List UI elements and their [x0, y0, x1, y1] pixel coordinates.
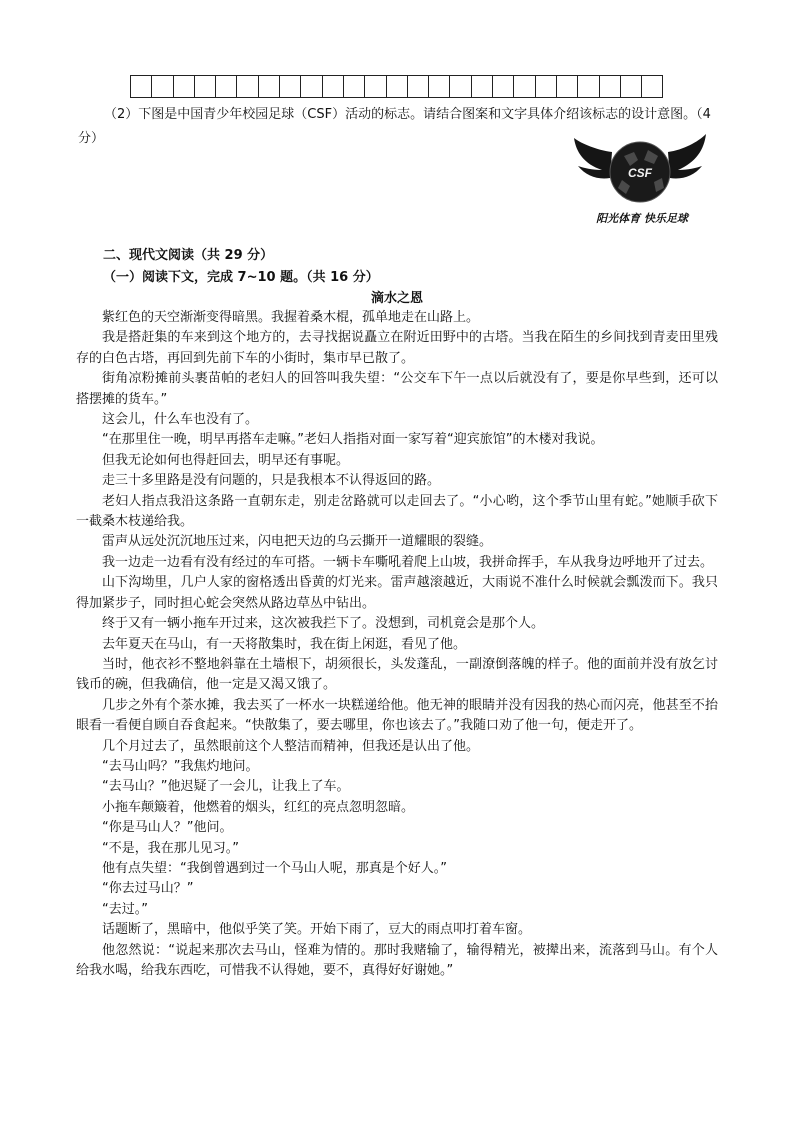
- story-paragraph: “你是马山人？”他问。: [102, 820, 233, 836]
- answer-grid: [130, 75, 663, 98]
- answer-grid-cell[interactable]: [387, 76, 408, 97]
- story-paragraph: 山下沟坳里，几户人家的窗格透出昏黄的灯光来。雷声越滚越近，大雨说不准什么时候就会瓢泼而下。我只得加紧步子，同时担心蛇会突然从路边草丛中钻出。: [76, 575, 718, 611]
- story-paragraph: 几个月过去了，虽然眼前这个人整洁而精神，但我还是认出了他。: [102, 738, 480, 754]
- section-subtitle: （一）阅读下文，完成 7~10 题。（共 16 分）: [103, 270, 379, 285]
- answer-grid-cell[interactable]: [642, 76, 663, 97]
- story-paragraph: 当时，他衣衫不整地斜靠在土墙根下，胡须很长，头发蓬乱，一副潦倒落魄的样子。他的面前并没有放乞讨钱币的碗，但我确信，他一定是又渴又饿了。: [76, 656, 718, 693]
- answer-grid-cell[interactable]: [557, 76, 578, 97]
- story-paragraph: 去年夏天在马山，有一天将散集时，我在街上闲逛，看见了他。: [102, 636, 467, 652]
- answer-grid-cell[interactable]: [408, 76, 429, 97]
- story-paragraph: 小拖车颠簸着，他燃着的烟头，红红的亮点忽明忽暗。: [102, 799, 415, 815]
- story-paragraph: 话题断了，黑暗中，他似乎笑了笑。开始下雨了，豆大的雨点叩打着车窗。: [102, 922, 532, 938]
- story-paragraph: 他有点失望：“我倒曾遇到过一个马山人呢，那真是个好人。”: [102, 860, 447, 876]
- answer-grid-cell[interactable]: [174, 76, 195, 97]
- answer-grid-cell[interactable]: [344, 76, 365, 97]
- answer-grid-cell[interactable]: [450, 76, 471, 97]
- story-body: [76, 308, 718, 981]
- csf-badge-text: CSF: [628, 166, 652, 180]
- csf-logo: [572, 130, 708, 230]
- story-paragraph: 我一边走一边看有没有经过的车可搭。一辆卡车嘶吼着爬上山坡，我拼命挥手，车从我身边呼地开了过去。: [102, 554, 714, 570]
- section-title: 二、现代文阅读（共 29 分）: [103, 248, 274, 263]
- answer-grid-cell[interactable]: [472, 76, 493, 97]
- story-paragraph: “在那里住一晚，明早再搭车走嘛。”老妇人指指对面一家写着“迎宾旅馆”的木楼对我说。: [102, 432, 604, 448]
- answer-grid-cell[interactable]: [536, 76, 557, 97]
- answer-grid-cell[interactable]: [514, 76, 535, 97]
- story-paragraph: 紫红色的天空渐渐变得暗黑。我握着桑木棍，孤单地走在山路上。: [102, 310, 480, 325]
- answer-grid-cell[interactable]: [600, 76, 621, 97]
- answer-grid-cell[interactable]: [195, 76, 216, 97]
- right-wing-shape: [668, 134, 706, 179]
- story-paragraph: 我是搭赶集的车来到这个地方的，去寻找据说矗立在附近田野中的古塔。当我在陌生的乡间找到青麦田里残存的白色古塔，再回到先前下车的小街时，集市早已散了。: [76, 330, 718, 366]
- answer-grid-cell[interactable]: [323, 76, 344, 97]
- story-paragraph: 走三十多里路是没有问题的，只是我根本不认得返回的路。: [102, 473, 441, 489]
- story-paragraph: “去过。”: [102, 901, 148, 917]
- story-paragraph: 但我无论如何也得赶回去，明早还有事呢。: [102, 452, 350, 468]
- answer-grid-cell[interactable]: [237, 76, 258, 97]
- answer-grid-cell[interactable]: [621, 76, 642, 97]
- answer-grid-cell[interactable]: [365, 76, 386, 97]
- answer-grid-cell[interactable]: [280, 76, 301, 97]
- left-wing-shape: [574, 138, 612, 179]
- answer-grid-cell[interactable]: [152, 76, 173, 97]
- story-paragraph: “不是，我在那儿见习。”: [102, 840, 239, 856]
- story-paragraph: 终于又有一辆小拖车开过来，这次被我拦下了。没想到，司机竟会是那个人。: [102, 616, 545, 632]
- story-title: 滴水之恩: [370, 291, 423, 306]
- story-paragraph: 雷声从远处沉沉地压过来，闪电把天边的乌云撕开一道耀眼的裂缝。: [102, 534, 493, 550]
- story-paragraph: “去马山？”他迟疑了一会儿，让我上了车。: [102, 779, 350, 795]
- answer-grid-cell[interactable]: [429, 76, 450, 97]
- logo-slogan: 阳光体育 快乐足球: [596, 212, 688, 225]
- story-paragraph: 几步之外有个茶水摊，我去买了一杯水一块糕递给他。他无神的眼睛并没有因我的热心而闪亮，他甚至不抬眼看一看便自顾自吞食起来。“快散集了，要去哪里，你也该去了。”我随口劝了他一句，便走开了。: [76, 697, 718, 734]
- answer-grid-cell[interactable]: [216, 76, 237, 97]
- answer-grid-cell[interactable]: [493, 76, 514, 97]
- story-paragraph: “你去过马山？”: [102, 881, 194, 897]
- story-paragraph: 街角凉粉摊前头裹苗帕的老妇人的回答叫我失望：“公交车下午一点以后就没有了，要是你早些到，还可以搭摆摊的货车。”: [76, 371, 718, 407]
- story-paragraph: 老妇人指点我沿这条路一直朝东走，别走岔路就可以走回去了。“小心哟，这个季节山里有蛇。”她顺手砍下一截桑木枝递给我。: [76, 493, 718, 530]
- story-paragraph: “去马山吗？”我焦灼地问。: [102, 758, 259, 774]
- story-paragraph: 他忽然说：“说起来那次去马山，怪难为情的。那时我赌输了，输得精光，被撵出来，流落到马山。有个人给我水喝，给我东西吃，可惜我不认得她，要不，真得好好谢她。”: [76, 942, 718, 978]
- answer-grid-cell[interactable]: [131, 76, 152, 97]
- answer-grid-cell[interactable]: [259, 76, 280, 97]
- question-2: （2）下图是中国青少年校园足球（CSF）活动的标志。请结合图案和文字具体介绍该标志的设计意图。（4分）: [78, 107, 711, 146]
- answer-grid-cell[interactable]: [578, 76, 599, 97]
- answer-grid-cell[interactable]: [301, 76, 322, 97]
- story-paragraph: 这会儿，什么车也没有了。: [102, 412, 259, 428]
